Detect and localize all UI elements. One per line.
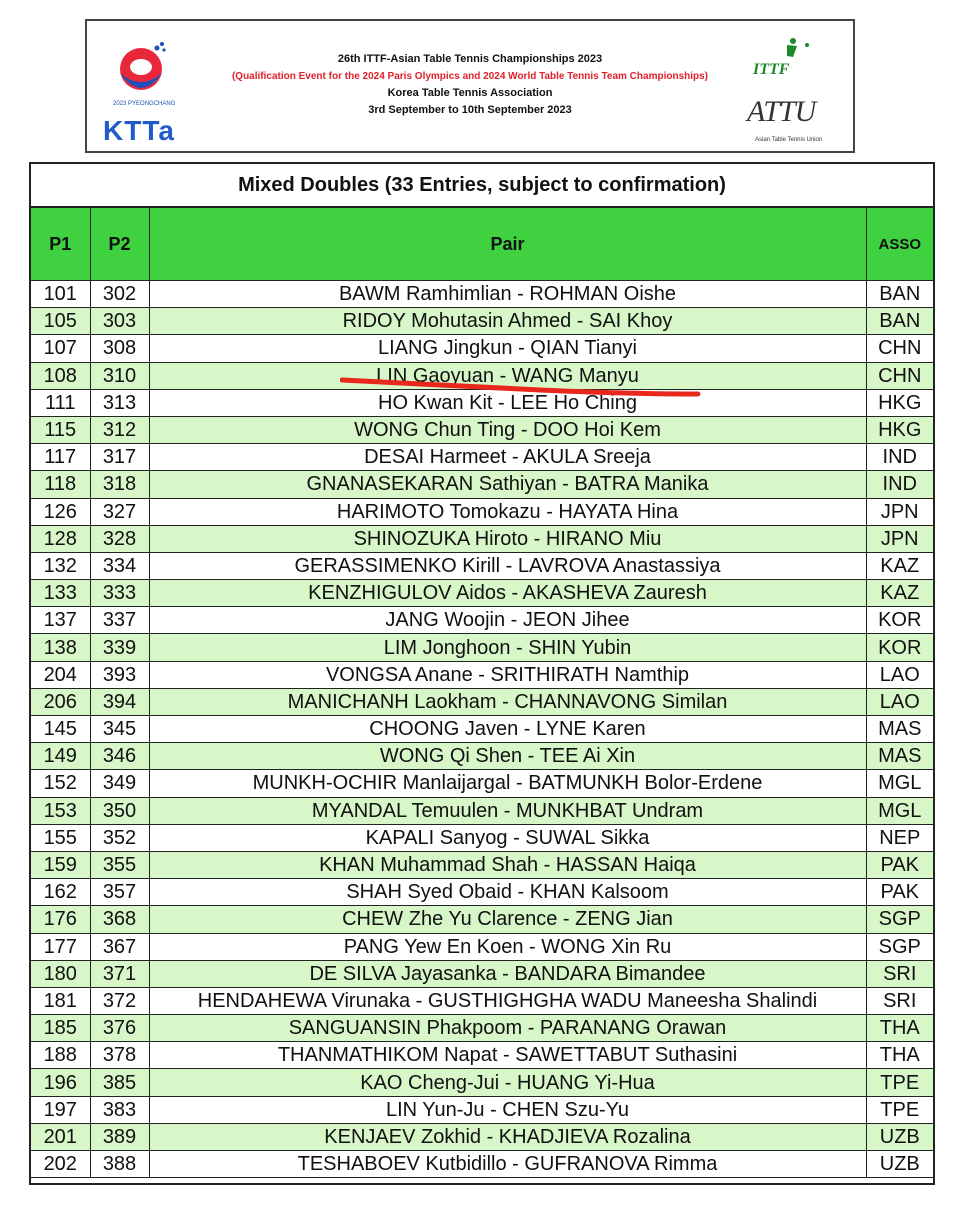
cell-p2: 303 [90, 308, 149, 335]
cell-p1: 137 [31, 607, 90, 634]
table-row [31, 525, 933, 552]
table-row [31, 335, 933, 362]
table-row [31, 797, 933, 824]
cell-asso: KOR [866, 634, 933, 661]
table-row [31, 1123, 933, 1150]
cell-asso: KOR [866, 607, 933, 634]
cell-asso: THA [866, 1042, 933, 1069]
table-row [31, 933, 933, 960]
cell-p1: 206 [31, 688, 90, 715]
cell-p1: 111 [31, 389, 90, 416]
cell-p2: 376 [90, 1015, 149, 1042]
cell-p2: 355 [90, 851, 149, 878]
cell-p1: 117 [31, 444, 90, 471]
cell-asso: SGP [866, 933, 933, 960]
table-row [31, 444, 933, 471]
cell-p2: 310 [90, 362, 149, 389]
cell-p2: 317 [90, 444, 149, 471]
cell-p1: 180 [31, 960, 90, 987]
cell-p2: 328 [90, 525, 149, 552]
table-row [31, 416, 933, 443]
table-row [31, 906, 933, 933]
cell-p2: 367 [90, 933, 149, 960]
cell-pair: KHAN Muhammad Shah - HASSAN Haiqa [149, 851, 866, 878]
cell-pair: BAWM Ramhimlian - ROHMAN Oishe [149, 281, 866, 308]
table-row [31, 1015, 933, 1042]
cell-pair: SHINOZUKA Hiroto - HIRANO Miu [149, 525, 866, 552]
entries-table [31, 208, 933, 1178]
table-row [31, 281, 933, 308]
table-row [31, 960, 933, 987]
cell-asso: NEP [866, 824, 933, 851]
ittf-logo-text: ITTF [753, 61, 790, 78]
cell-p2: 333 [90, 580, 149, 607]
cell-asso: IND [866, 471, 933, 498]
cell-p2: 313 [90, 389, 149, 416]
cell-pair: KAO Cheng-Jui - HUANG Yi-Hua [149, 1069, 866, 1096]
cell-p1: 176 [31, 906, 90, 933]
cell-pair: GERASSIMENKO Kirill - LAVROVA Anastassiya [149, 552, 866, 579]
cell-p2: 350 [90, 797, 149, 824]
table-row [31, 716, 933, 743]
table-row [31, 498, 933, 525]
cell-p2: 372 [90, 987, 149, 1014]
cell-p1: 202 [31, 1151, 90, 1178]
cell-p2: 337 [90, 607, 149, 634]
cell-p1: 138 [31, 634, 90, 661]
cell-pair: SANGUANSIN Phakpoom - PARANANG Orawan [149, 1015, 866, 1042]
cell-p1: 132 [31, 552, 90, 579]
table-row [31, 389, 933, 416]
table-row [31, 987, 933, 1014]
cell-p2: 388 [90, 1151, 149, 1178]
cell-pair: WONG Qi Shen - TEE Ai Xin [149, 743, 866, 770]
table-row [31, 1042, 933, 1069]
cell-p1: 177 [31, 933, 90, 960]
cell-asso: THA [866, 1015, 933, 1042]
cell-p1: 188 [31, 1042, 90, 1069]
cell-p1: 118 [31, 471, 90, 498]
table-row [31, 1069, 933, 1096]
cell-p2: 349 [90, 770, 149, 797]
cell-pair: HARIMOTO Tomokazu - HAYATA Hina [149, 498, 866, 525]
cell-p1: 105 [31, 308, 90, 335]
cell-asso: HKG [866, 416, 933, 443]
event-qualification-note: (Qualification Event for the 2024 Paris Olympics and 2024 World Table Tennis Team Championships) [231, 71, 709, 82]
cell-pair: LIM Jonghoon - SHIN Yubin [149, 634, 866, 661]
cell-p2: 345 [90, 716, 149, 743]
column-header-p2: P2 [90, 208, 149, 281]
cell-pair: DE SILVA Jayasanka - BANDARA Bimandee [149, 960, 866, 987]
cell-p1: 204 [31, 661, 90, 688]
cell-p1: 107 [31, 335, 90, 362]
cell-asso: CHN [866, 362, 933, 389]
cell-asso: TPE [866, 1069, 933, 1096]
ktta-logo [101, 39, 191, 149]
column-header-asso: ASSO [866, 208, 933, 281]
attu-logo-caption: Asian Table Tennis Union [755, 137, 823, 143]
table-row [31, 634, 933, 661]
table-row [31, 580, 933, 607]
cell-p2: 394 [90, 688, 149, 715]
cell-asso: SRI [866, 960, 933, 987]
cell-asso: TPE [866, 1096, 933, 1123]
table-title: Mixed Doubles (33 Entries, subject to confirmation) [31, 164, 933, 208]
cell-p1: 201 [31, 1123, 90, 1150]
ktta-logo-text: KTTa [103, 115, 175, 146]
cell-pair: SHAH Syed Obaid - KHAN Kalsoom [149, 879, 866, 906]
cell-asso: HKG [866, 389, 933, 416]
cell-asso: UZB [866, 1151, 933, 1178]
cell-p1: 128 [31, 525, 90, 552]
cell-pair: HENDAHEWA Virunaka - GUSTHIGHGHA WADU Maneesha Shalindi [149, 987, 866, 1014]
cell-p2: 383 [90, 1096, 149, 1123]
pyeongchang-emblem-icon [101, 39, 191, 111]
cell-p1: 197 [31, 1096, 90, 1123]
cell-asso: JPN [866, 525, 933, 552]
column-header-p1: P1 [31, 208, 90, 281]
cell-pair: KENZHIGULOV Aidos - AKASHEVA Zauresh [149, 580, 866, 607]
cell-p2: 393 [90, 661, 149, 688]
header-text [207, 51, 733, 119]
cell-asso: BAN [866, 308, 933, 335]
cell-p2: 389 [90, 1123, 149, 1150]
host-association: Korea Table Tennis Association [387, 87, 553, 99]
cell-pair: LIN Yun-Ju - CHEN Szu-Yu [149, 1096, 866, 1123]
cell-p2: 346 [90, 743, 149, 770]
cell-p2: 385 [90, 1069, 149, 1096]
cell-p1: 185 [31, 1015, 90, 1042]
table-row [31, 552, 933, 579]
cell-pair: MANICHANH Laokham - CHANNAVONG Similan [149, 688, 866, 715]
event-title: 26th ITTF-Asian Table Tennis Championships 2023 [337, 53, 603, 65]
table-row [31, 770, 933, 797]
cell-p2: 371 [90, 960, 149, 987]
attu-logo-text: ATTU [747, 95, 816, 128]
table-row [31, 1151, 933, 1178]
cell-p1: 126 [31, 498, 90, 525]
table-row [31, 308, 933, 335]
cell-pair: LIANG Jingkun - QIAN Tianyi [149, 335, 866, 362]
cell-asso: LAO [866, 661, 933, 688]
event-header [85, 19, 855, 153]
cell-asso: SRI [866, 987, 933, 1014]
cell-p2: 368 [90, 906, 149, 933]
cell-asso: JPN [866, 498, 933, 525]
cell-p1: 101 [31, 281, 90, 308]
cell-p2: 339 [90, 634, 149, 661]
cell-pair: LIN Gaoyuan - WANG Manyu [149, 362, 866, 389]
cell-pair: TESHABOEV Kutbidillo - GUFRANOVA Rimma [149, 1151, 866, 1178]
cell-asso: PAK [866, 851, 933, 878]
table-row [31, 743, 933, 770]
cell-asso: LAO [866, 688, 933, 715]
cell-asso: KAZ [866, 552, 933, 579]
cell-pair: JANG Woojin - JEON Jihee [149, 607, 866, 634]
cell-asso: MGL [866, 797, 933, 824]
cell-p1: 152 [31, 770, 90, 797]
cell-pair: CHEW Zhe Yu Clarence - ZENG Jian [149, 906, 866, 933]
ktta-logo-caption: 2023 PYEONGCHANG [113, 101, 176, 107]
cell-asso: PAK [866, 879, 933, 906]
cell-p2: 318 [90, 471, 149, 498]
cell-p1: 133 [31, 580, 90, 607]
cell-pair: KENJAEV Zokhid - KHADJIEVA Rozalina [149, 1123, 866, 1150]
cell-p1: 159 [31, 851, 90, 878]
cell-pair: KAPALI Sanyog - SUWAL Sikka [149, 824, 866, 851]
event-dates: 3rd September to 10th September 2023 [368, 104, 572, 116]
cell-p1: 196 [31, 1069, 90, 1096]
cell-p1: 115 [31, 416, 90, 443]
cell-pair: THANMATHIKOM Napat - SAWETTABUT Suthasini [149, 1042, 866, 1069]
table-row [31, 879, 933, 906]
cell-asso: UZB [866, 1123, 933, 1150]
cell-pair: HO Kwan Kit - LEE Ho Ching [149, 389, 866, 416]
cell-p2: 352 [90, 824, 149, 851]
cell-pair: DESAI Harmeet - AKULA Sreeja [149, 444, 866, 471]
cell-p1: 149 [31, 743, 90, 770]
cell-asso: MAS [866, 743, 933, 770]
cell-pair: RIDOY Mohutasin Ahmed - SAI Khoy [149, 308, 866, 335]
table-row [31, 851, 933, 878]
cell-pair: VONGSA Anane - SRITHIRATH Namthip [149, 661, 866, 688]
mixed-doubles-table [29, 162, 935, 1185]
cell-asso: IND [866, 444, 933, 471]
cell-pair: WONG Chun Ting - DOO Hoi Kem [149, 416, 866, 443]
cell-p2: 357 [90, 879, 149, 906]
table-row [31, 824, 933, 851]
cell-p1: 181 [31, 987, 90, 1014]
table-header-row [31, 208, 933, 281]
cell-p2: 302 [90, 281, 149, 308]
cell-asso: MGL [866, 770, 933, 797]
cell-p1: 153 [31, 797, 90, 824]
cell-p1: 108 [31, 362, 90, 389]
table-row [31, 661, 933, 688]
cell-pair: PANG Yew En Koen - WONG Xin Ru [149, 933, 866, 960]
cell-p2: 378 [90, 1042, 149, 1069]
cell-asso: KAZ [866, 580, 933, 607]
table-row [31, 471, 933, 498]
table-row [31, 362, 933, 389]
cell-pair: MYANDAL Temuulen - MUNKHBAT Undram [149, 797, 866, 824]
cell-asso: CHN [866, 335, 933, 362]
cell-p2: 308 [90, 335, 149, 362]
cell-p1: 162 [31, 879, 90, 906]
cell-pair: MUNKH-OCHIR Manlaijargal - BATMUNKH Bolor-Erdene [149, 770, 866, 797]
table-row [31, 688, 933, 715]
cell-p2: 327 [90, 498, 149, 525]
cell-asso: SGP [866, 906, 933, 933]
cell-asso: MAS [866, 716, 933, 743]
cell-p2: 334 [90, 552, 149, 579]
cell-pair: CHOONG Javen - LYNE Karen [149, 716, 866, 743]
cell-asso: BAN [866, 281, 933, 308]
ittf-attu-logos [747, 37, 839, 147]
cell-p2: 312 [90, 416, 149, 443]
table-row [31, 1096, 933, 1123]
cell-p1: 145 [31, 716, 90, 743]
cell-p1: 155 [31, 824, 90, 851]
column-header-pair: Pair [149, 208, 866, 281]
cell-pair: GNANASEKARAN Sathiyan - BATRA Manika [149, 471, 866, 498]
table-row [31, 607, 933, 634]
